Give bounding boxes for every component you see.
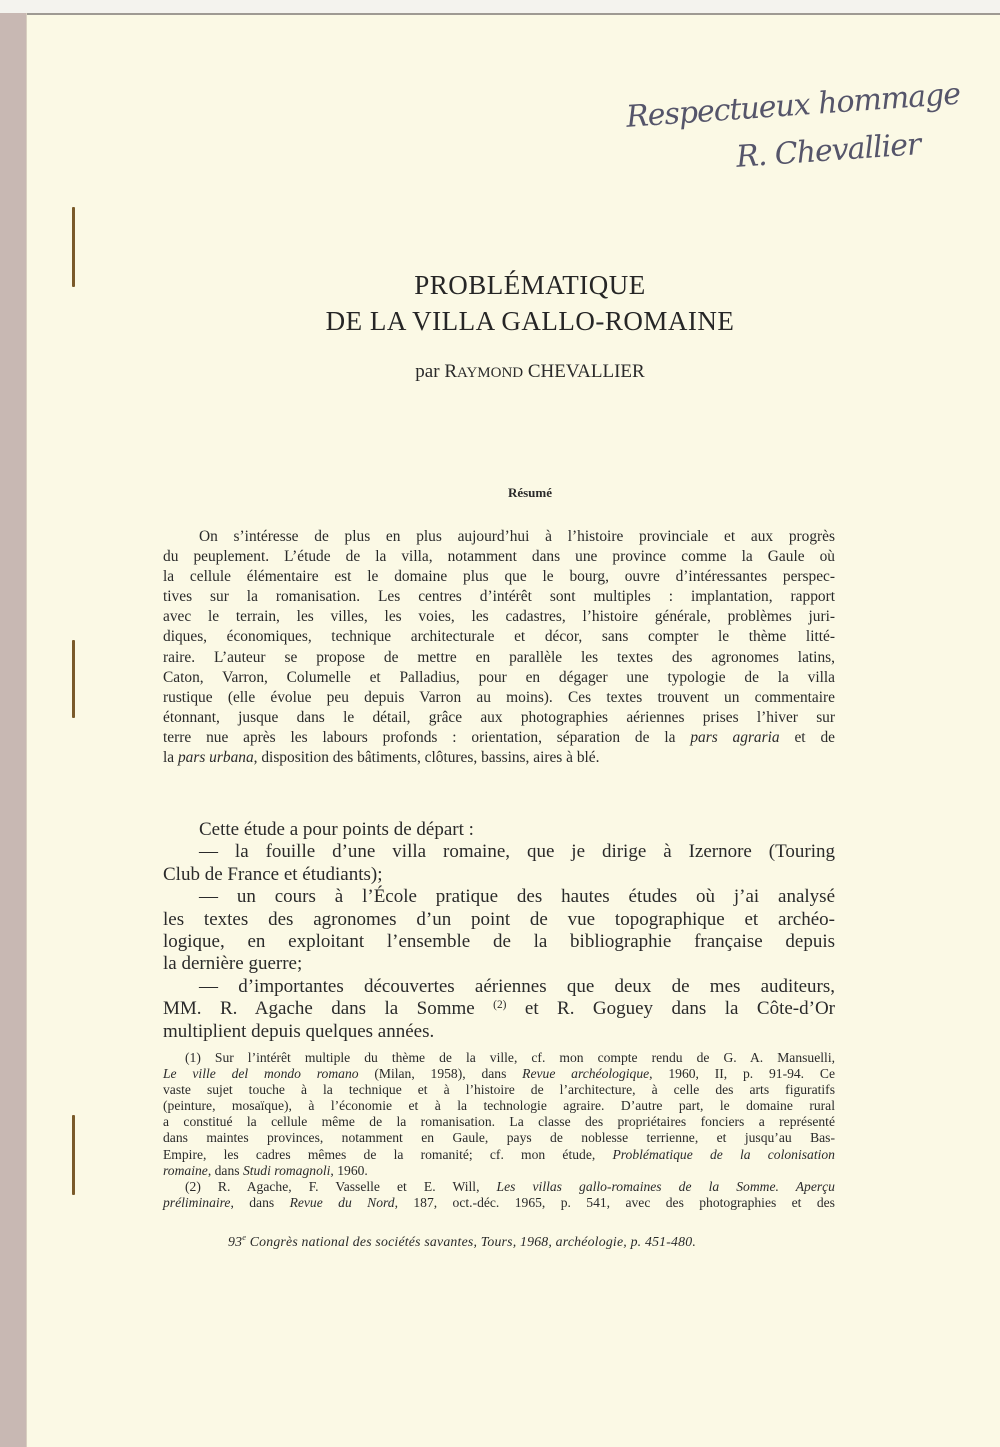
text-segment: diques, économiques, technique architecturale et décor, sans compter le thème litté- (163, 628, 835, 646)
author-first-name (444, 361, 523, 382)
text-line (163, 627, 835, 647)
handwritten-signature: R. Chevallier (735, 127, 922, 175)
text-segment: a constitué la cellule même de la romanisation. La classe des propriétaires fonciers a représenté (163, 1114, 835, 1130)
italic-text: pars urbana (177, 749, 254, 767)
text-line (163, 748, 835, 768)
text-segment: (2) R. Agache, F. Vasselle et E. Will, (185, 1178, 497, 1194)
text-segment: tives sur la romanisation. Les centres d’intérêt sont multiples : implantation, rapport (163, 588, 835, 606)
text-line (163, 1050, 835, 1066)
text-segment: avec le terrain, les villes, les voies, les cadastres, l’histoire générale, problèmes juri- (163, 608, 835, 626)
text-line (163, 1066, 835, 1082)
text-line (163, 1195, 835, 1211)
text-segment: terre nue après les labours profonds : orientation, séparation de la (163, 728, 691, 746)
text-segment: et de (779, 728, 835, 746)
text-segment: rustique (elle évolue peu depuis Varron au moins). Ces textes trouvent un commentaire (163, 688, 835, 706)
footnotes (163, 1050, 835, 1211)
resume-paragraph (163, 527, 835, 768)
staple (72, 207, 75, 287)
text-segment: Caton, Varron, Columelle et Palladius, pour en dégager une typologie de la villa (163, 668, 835, 686)
page-title-line: PROBLÉMATIQUE (414, 270, 646, 300)
footer-text: Congrès national des sociétés savantes, Tours, 1968, archéologie, p. 451-480. (246, 1234, 697, 1249)
author-prefix: par (415, 361, 440, 382)
text-line (163, 931, 835, 953)
text-segment: logique, en exploitant l’ensemble de la bibliographie française depuis (163, 931, 835, 953)
text-segment: , 1960. (330, 1162, 368, 1178)
staple (72, 640, 75, 718)
text-line (163, 708, 835, 728)
text-line (163, 607, 835, 627)
text-segment: MM. R. Agache dans la Somme (163, 998, 494, 1020)
text-line (163, 648, 835, 668)
text-segment: — un cours à l’École pratique des hautes études où j’ai analysé (199, 886, 835, 908)
text-line (163, 886, 835, 908)
text-segment: — d’importantes découvertes aériennes que deux de mes auditeurs, (199, 975, 835, 997)
text-segment: raire. L’auteur se propose de mettre en parallèle les textes des agronomes latins, (163, 648, 835, 666)
author-byline (200, 361, 860, 383)
text-segment: — la fouille d’une villa romaine, que je dirige à Izernore (Touring (199, 841, 835, 863)
text-line (163, 1130, 835, 1146)
text-line (163, 668, 835, 688)
text-line (163, 1098, 835, 1114)
italic-text: Les villas gallo-romaines de la Somme. Aperçu (496, 1178, 835, 1194)
text-segment: et R. Goguey dans la Côte-d’Or (506, 998, 835, 1020)
text-line (163, 953, 835, 975)
footer-ordinal-suffix: e (242, 1233, 247, 1242)
text-segment: Empire, les cadres mêmes de la romanité; cf. mon étude, (163, 1146, 613, 1162)
text-segment: Club de France et étudiants); (163, 863, 383, 885)
text-line (163, 1021, 835, 1043)
footnote-reference: (2) (493, 999, 507, 1012)
text-segment: la (163, 749, 178, 767)
text-segment: , dans (230, 1194, 290, 1210)
text-line (163, 819, 835, 841)
italic-text: Problématique de la colonisation (612, 1146, 835, 1162)
text-line (163, 998, 835, 1020)
resume-heading: Résumé (507, 485, 553, 500)
italic-text: Revue archéologique (522, 1066, 650, 1082)
text-segment: vaste sujet touche à la technique et à l’histoire de l’architecture, à celle des arts figuratifs (163, 1082, 835, 1098)
text-line (163, 864, 835, 886)
italic-text: romaine (163, 1162, 208, 1178)
text-line (163, 1179, 835, 1195)
text-segment: (Milan, 1958), dans (358, 1066, 523, 1082)
text-line (163, 1082, 835, 1098)
text-line (163, 976, 835, 998)
text-line (163, 547, 835, 567)
text-segment: Cette étude a pour points de départ : (199, 819, 474, 840)
text-segment: étonnant, jusque dans le détail, grâce aux photographies aériennes prises l’hiver sur (163, 708, 835, 726)
italic-text: Studi romagnoli (242, 1162, 331, 1178)
text-segment: du peuplement. L’étude de la villa, notamment dans une province comme la Gaule où (163, 548, 835, 566)
author-last-name: CHEVALLIER (527, 361, 645, 382)
scan-top-edge (0, 0, 1000, 15)
text-segment: On s’intéresse de plus en plus aujourd’hui à l’histoire provinciale et aux progrès (199, 528, 835, 545)
text-line (163, 527, 835, 547)
handwritten-dedication-line: Respectueux hommage (625, 76, 962, 135)
text-line (163, 587, 835, 607)
text-segment: , dans (207, 1162, 243, 1178)
text-segment: dans maintes provinces, notamment en Gaule, pays de noblesse terrienne, et jusqu’au Bas- (163, 1130, 835, 1146)
italic-text: Revue du Nord (289, 1194, 395, 1210)
text-segment: la dernière guerre; (163, 953, 303, 975)
text-line (163, 1163, 835, 1179)
text-segment: , 1960, II, p. 91-94. Ce (649, 1066, 835, 1082)
text-line (163, 688, 835, 708)
italic-text: préliminaire (163, 1194, 231, 1210)
text-segment: la cellule élémentaire est le domaine plus que le bourg, ouvre d’intéressantes perspec- (163, 568, 835, 586)
text-segment: (1) Sur l’intérêt multiple du thème de la ville, cf. mon compte rendu de G. A. Mansuelli, (185, 1050, 835, 1065)
author-first-initial: RAYMOND (444, 361, 524, 382)
text-segment: , disposition des bâtiments, clôtures, bassins, aires à blé. (253, 749, 600, 767)
text-line (163, 909, 835, 931)
publication-footer (228, 1234, 696, 1250)
staple (72, 1115, 75, 1195)
text-line (163, 841, 835, 863)
text-segment: les textes des agronomes d’un point de vue topographique et archéo- (163, 908, 835, 930)
text-line (163, 728, 835, 748)
footer-ordinal: 93 (228, 1234, 243, 1249)
booklet-spine (0, 13, 27, 1447)
italic-text: Le ville del mondo romano (163, 1066, 359, 1082)
text-segment: multiplient depuis quelques années. (163, 1020, 435, 1042)
italic-text: pars agraria (690, 728, 780, 746)
text-line (163, 1147, 835, 1163)
page-title-line: DE LA VILLA GALLO-ROMAINE (325, 306, 735, 336)
text-line (163, 1114, 835, 1130)
text-line (163, 567, 835, 587)
body-text (163, 819, 835, 1043)
text-segment: (peinture, mosaïque), à l’économie et à la technologie agraire. D’autre part, le domaine rural (163, 1098, 835, 1114)
text-segment: , 187, oct.-déc. 1965, p. 541, avec des photographies et des (394, 1194, 835, 1210)
